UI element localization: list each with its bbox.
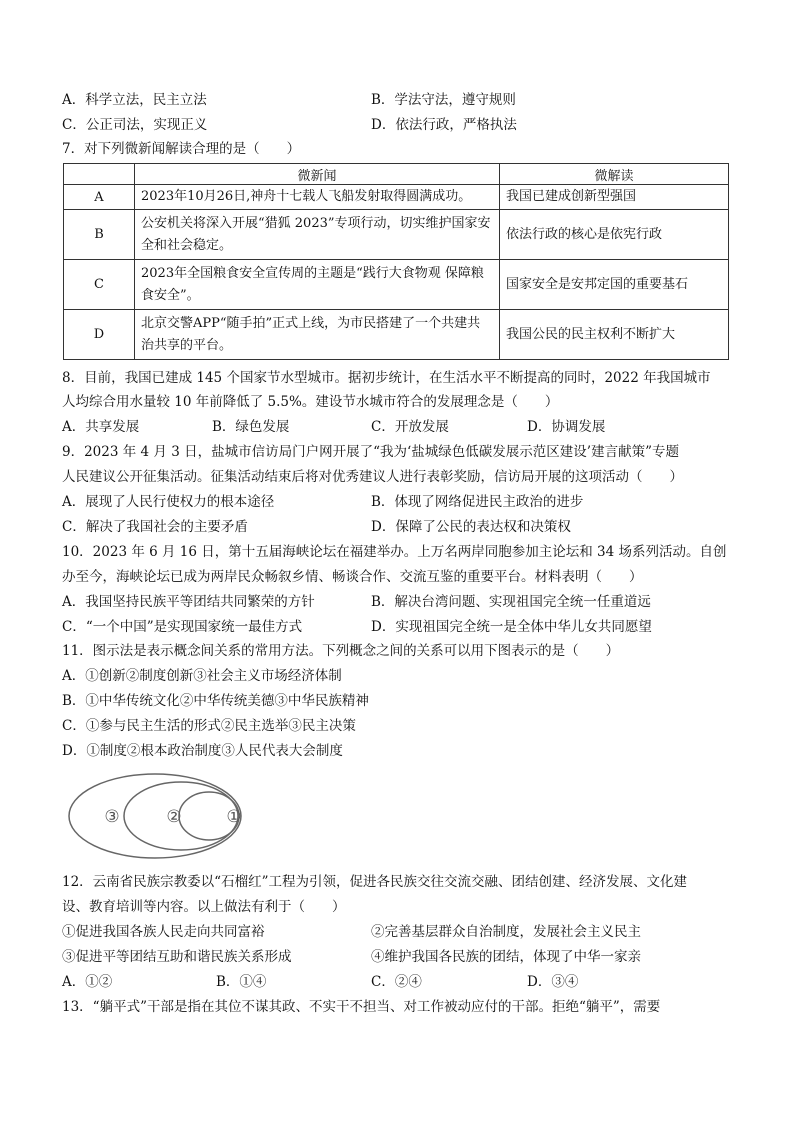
- q12-statement-3: ③促进平等团结互助和谐民族关系形成: [62, 949, 292, 965]
- q12-statement-1: ①促进我国各族人民走向共同富裕: [62, 924, 265, 940]
- q12-stem-line2: 设、教育培训等内容。以上做法有利于（ ）: [62, 899, 346, 915]
- q12-option-a: A．①②: [62, 974, 113, 990]
- q8-option-b: B．绿色发展: [212, 419, 290, 435]
- table-header-row: [64, 164, 729, 185]
- table-row: [64, 210, 729, 260]
- q11-option-c: C．①参与民主生活的形式②民主选举③民主决策: [62, 718, 356, 734]
- row-key: D: [64, 310, 135, 360]
- table-row: [64, 185, 729, 210]
- q12-option-b: B．①④: [216, 974, 267, 990]
- q12-statement-2: ②完善基层群众自治制度，发展社会主义民主: [371, 924, 641, 940]
- q9-option-b: B．体现了网络促进民主政治的进步: [371, 494, 584, 510]
- row-key: C: [64, 260, 135, 310]
- q11-stem: 11．图示法是表示概念间关系的常用方法。下列概念之间的关系可以用下图表示的是（ ）: [62, 643, 620, 659]
- q13-stem-line1: 13．“躺平式”干部是指在其位不谋其政、不实干不担当、对工作被动应付的干部。拒绝“躺平”，需要: [62, 999, 661, 1015]
- q11-option-b: B．①中华传统文化②中华传统美德③中华民族精神: [62, 693, 369, 709]
- q10-option-b: B．解决台湾问题、实现祖国完全统一任重道远: [371, 594, 651, 610]
- label-1: ①: [226, 807, 242, 827]
- q7-stem: 7．对下列微新闻解读合理的是（ ）: [62, 141, 301, 157]
- news-cell: 北京交警APP“随手拍”正式上线，为市民搭建了一个共建共治共享的平台。: [135, 310, 500, 360]
- news-cell: 2023年10月26日,神舟十七载人飞船发射取得圆满成功。: [135, 185, 500, 210]
- label-2: ②: [166, 807, 182, 827]
- q10-option-d: D．实现祖国完全统一是全体中华儿女共同愿望: [371, 619, 652, 635]
- q9-stem-line1: 9．2023 年 4 月 3 日，盐城市信访局门户网开展了“我为‘盐城绿色低碳发展示范区建设’建言献策”专题: [62, 444, 679, 460]
- reading-cell: 我国公民的民主权利不断扩大: [500, 310, 729, 360]
- q6-option-a: A．科学立法，民主立法: [62, 92, 207, 108]
- q12-option-c: C．②④: [371, 974, 422, 990]
- table-row: [64, 260, 729, 310]
- q12-option-d: D．③④: [527, 974, 579, 990]
- table-header: 微解读: [500, 164, 729, 185]
- reading-cell: 我国已建成创新型强国: [500, 185, 729, 210]
- news-cell: 2023年全国粮食安全宣传周的主题是“践行大食物观 保障粮食安全”。: [135, 260, 500, 310]
- q6-option-b: B．学法守法，遵守规则: [371, 92, 516, 108]
- q9-option-c: C．解决了我国社会的主要矛盾: [62, 519, 248, 535]
- nested-ellipse-diagram: [62, 768, 262, 864]
- q9-option-a: A．展现了人民行使权力的根本途径: [62, 494, 275, 510]
- q7-news-table: [63, 163, 729, 360]
- table-header: 微新闻: [135, 164, 500, 185]
- q6-option-d: D．依法行政，严格执法: [371, 117, 517, 133]
- q8-stem-line1: 8．目前，我国已建成 145 个国家节水型城市。据初步统计，在生活水平不断提高的同时，2022 年我国城市: [62, 370, 711, 386]
- q12-statement-4: ④维护我国各民族的团结，体现了中华一家亲: [371, 949, 641, 965]
- outer-ellipse: [69, 774, 241, 858]
- q11-option-d: D．①制度②根本政治制度③人民代表大会制度: [62, 743, 343, 759]
- q9-option-d: D．保障了公民的表达权和决策权: [371, 519, 571, 535]
- table-header: [64, 164, 135, 185]
- q8-option-c: C．开放发展: [371, 419, 449, 435]
- q10-option-c: C．“一个中国”是实现国家统一最佳方式: [62, 619, 303, 635]
- q8-option-d: D．协调发展: [527, 419, 606, 435]
- q8-option-a: A．共享发展: [62, 419, 140, 435]
- q6-option-c: C．公正司法，实现正义: [62, 117, 208, 133]
- q11-option-a: A．①创新②制度创新③社会主义市场经济体制: [62, 668, 342, 684]
- row-key: A: [64, 185, 135, 210]
- q10-option-a: A．我国坚持民族平等团结共同繁荣的方针: [62, 594, 315, 610]
- reading-cell: 国家安全是安邦定国的重要基石: [500, 260, 729, 310]
- q8-stem-line2: 人均综合用水量较 10 年前降低了 5.5%。建设节水城市符合的发展理念是（ ）: [62, 394, 559, 410]
- news-cell: 公安机关将深入开展“猎狐 2023”专项行动，切实维护国家安全和社会稳定。: [135, 210, 500, 260]
- q10-stem-line2: 办至今，海峡论坛已成为两岸民众畅叙乡情、畅谈合作、交流互鉴的重要平台。材料表明（ ）: [62, 569, 643, 585]
- row-key: B: [64, 210, 135, 260]
- table-row: [64, 310, 729, 360]
- q10-stem-line1: 10．2023 年 6 月 16 日，第十五届海峡论坛在福建举办。上万名两岸同胞参加主论坛和 34 场系列活动。自创: [62, 544, 727, 560]
- label-3: ③: [104, 807, 120, 827]
- reading-cell: 依法行政的核心是依宪行政: [500, 210, 729, 260]
- q12-stem-line1: 12．云南省民族宗教委以“石榴红”工程为引领，促进各民族交往交流交融、团结创建、经济发展、文化建: [62, 874, 687, 890]
- q9-stem-line2: 人民建议公开征集活动。征集活动结束后将对优秀建议人进行表彰奖励，信访局开展的这项活动（ ）: [62, 469, 683, 485]
